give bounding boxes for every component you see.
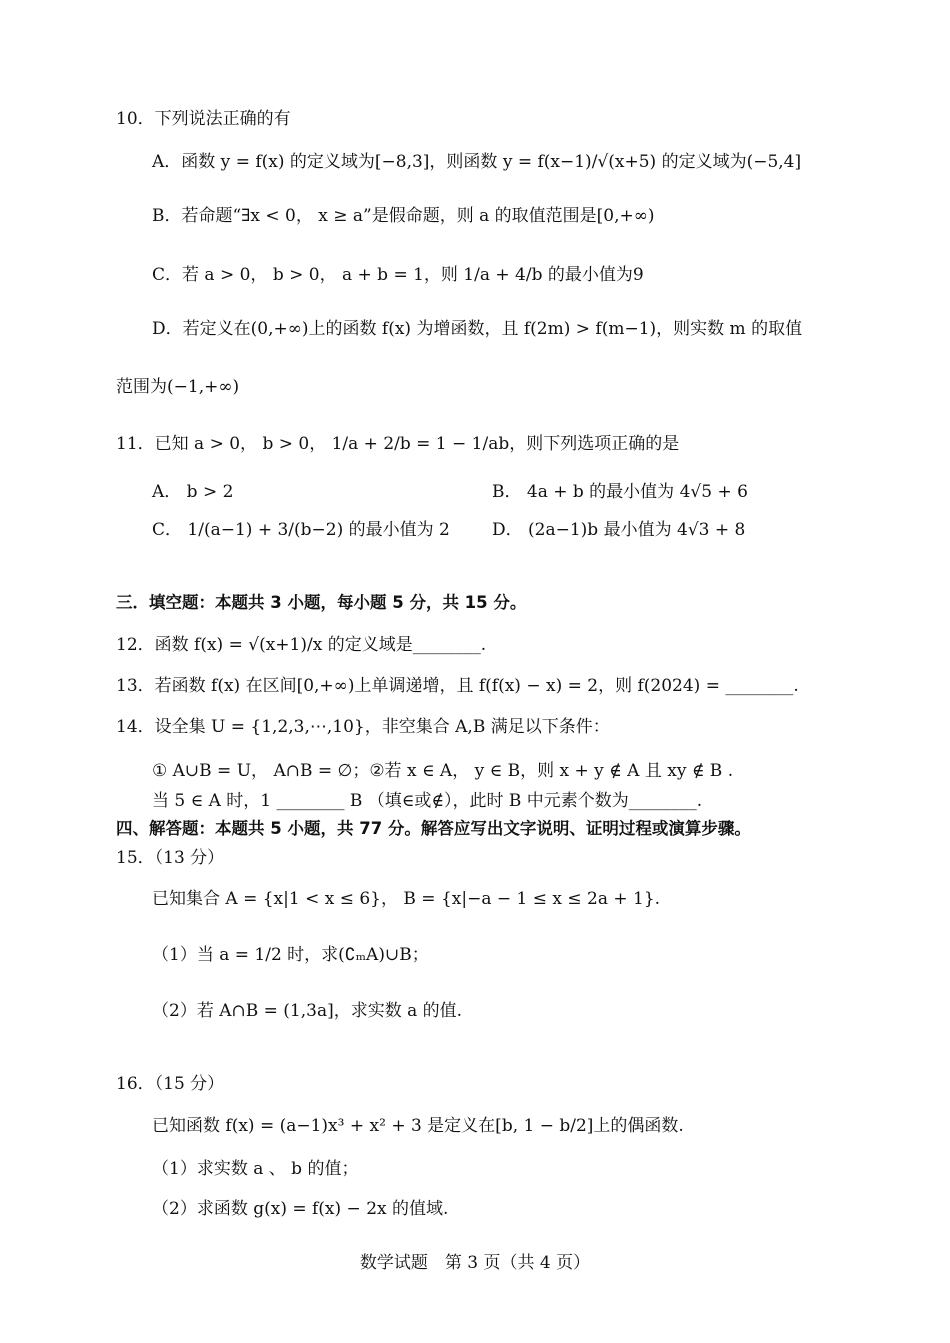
q10-option-b: B．若命题“∃x < 0， x ≥ a”是假命题，则 a 的取值范围是[0,+∞) — [152, 206, 655, 226]
q14-question: 当 5 ∈ A 时，1 ________ B （填∈或∉），此时 B 中元素个数为________. — [152, 791, 703, 811]
q10-stem: 10．下列说法正确的有 — [116, 109, 291, 129]
section-3-heading: 三．填空题：本题共 3 小题，每小题 5 分，共 15 分。 — [116, 593, 527, 612]
q11-option-d: D． (2a−1)b 最小值为 4√3 + 8 — [492, 520, 746, 540]
section-4-heading: 四、解答题：本题共 5 小题，共 77 分。解答应写出文字说明、证明过程或演算步骤。 — [116, 819, 751, 838]
q10-option-a: A．函数 y = f(x) 的定义域为[−8,3]，则函数 y = f(x−1)/√(x+5) 的定义域为(−5,4] — [152, 152, 802, 172]
q16-head: 16．（15 分） — [116, 1074, 225, 1094]
q15-given: 已知集合 A = {x|1 < x ≤ 6}， B = {x|−a − 1 ≤ x ≤ 2a + 1}. — [152, 889, 661, 909]
q10-option-d: D．若定义在(0,+∞)上的函数 f(x) 为增函数，且 f(2m) > f(m−1)，则实数 m 的取值 — [152, 319, 803, 339]
q14-conditions: ① A∪B = U， A∩B = ∅；②若 x ∈ A， y ∈ B，则 x + y ∉ A 且 xy ∉ B . — [152, 761, 734, 781]
q10-option-d-cont: 范围为(−1,+∞) — [116, 377, 240, 397]
q10-option-c: C．若 a > 0， b > 0， a + b = 1，则 1/a + 4/b 的最小值为9 — [152, 265, 644, 285]
q15-head: 15．（13 分） — [116, 848, 225, 868]
q14-stem: 14．设全集 U = {1,2,3,⋯,10}，非空集合 A,B 满足以下条件： — [116, 717, 610, 737]
q11-stem: 11．已知 a > 0， b > 0， 1/a + 2/b = 1 − 1/ab，则下列选项正确的是 — [116, 434, 680, 454]
q15-part-2: （2）若 A∩B = (1,3a]，求实数 a 的值. — [152, 1001, 463, 1021]
q11-option-c: C． 1/(a−1) + 3/(b−2) 的最小值为 2 — [152, 520, 450, 540]
q12: 12．函数 f(x) = √(x+1)/x 的定义域是________. — [116, 635, 487, 655]
q16-part-1: （1）求实数 a 、 b 的值； — [152, 1159, 359, 1179]
q15-part-1: （1）当 a = 1/2 时，求(∁ₘA)∪B； — [152, 945, 429, 965]
q16-given: 已知函数 f(x) = (a−1)x³ + x² + 3 是定义在[b, 1 − b/2]上的偶函数. — [152, 1116, 684, 1136]
q16-part-2: （2）求函数 g(x) = f(x) − 2x 的值域. — [152, 1199, 449, 1219]
q11-option-b: B． 4a + b 的最小值为 4√5 + 6 — [492, 482, 748, 502]
q13: 13．若函数 f(x) 在区间[0,+∞)上单调递增，且 f(f(x) − x) = 2，则 f(2024) = ________. — [116, 676, 799, 696]
page-footer: 数学试题 第 3 页（共 4 页） — [359, 1253, 591, 1273]
q11-option-a: A． b > 2 — [152, 482, 234, 502]
